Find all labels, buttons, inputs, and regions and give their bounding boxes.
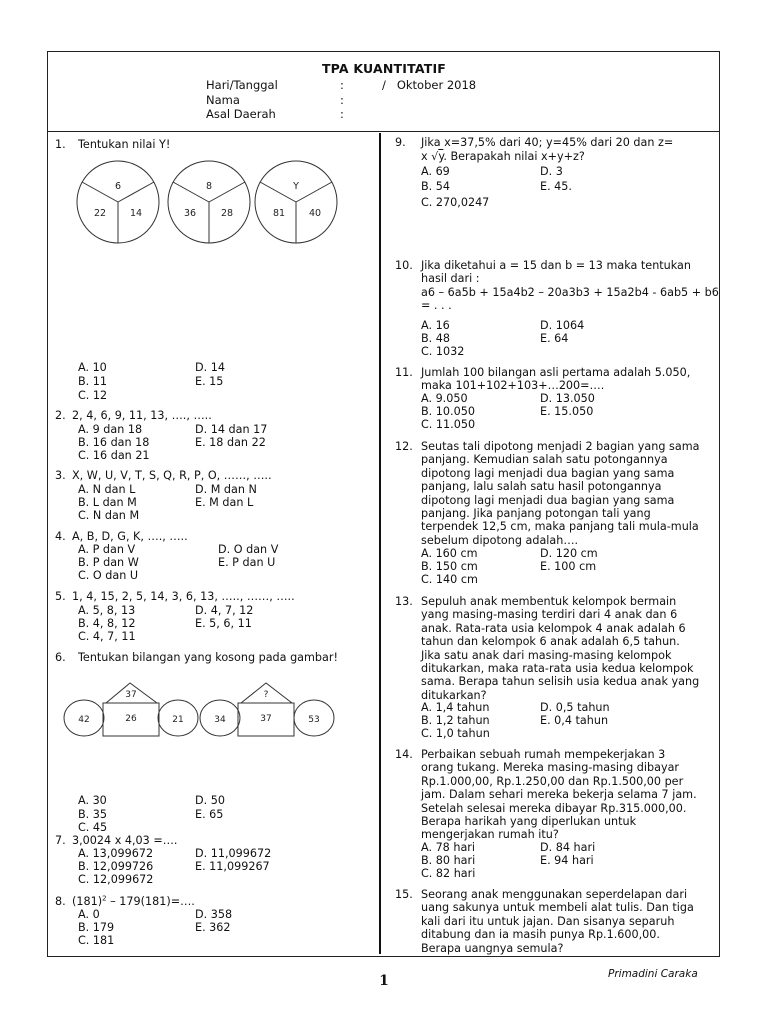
header-sep: :: [340, 107, 344, 121]
question-text: Jika x=37,5% dari 40; y=45% dari 20 dan z=: [421, 136, 674, 149]
question-number: 2.: [55, 409, 66, 422]
question-line: mengerjakan rumah itu?: [421, 828, 559, 842]
question-number: 14.: [395, 748, 413, 761]
question-text: maka 101+102+103+…200=….: [421, 379, 605, 392]
option: E. 11,099267: [195, 860, 270, 873]
question-body: [421, 440, 715, 547]
header-label-name: Nama: [206, 93, 240, 107]
circle-value: 81: [272, 208, 286, 219]
option: C. 140 cm: [421, 573, 478, 586]
question-text: Jika diketahui a = 15 dan b = 13 maka tentukan: [421, 259, 691, 272]
question-line: jam. Dalam sehari mereka bekerja selama 7 jam.: [421, 788, 697, 802]
question-text: [72, 895, 195, 908]
fig-value: ?: [263, 690, 269, 700]
option: A. 1,4 tahun: [421, 701, 490, 714]
question-line: kali dari itu untuk jajan. Dan sisanya separuh: [421, 914, 675, 928]
question-number: 3.: [55, 469, 66, 482]
option: C. 45: [78, 821, 108, 834]
circle-value: 6: [114, 181, 122, 192]
question-line: uang sakunya untuk membeli alat tulis. Dan tiga: [421, 901, 694, 915]
option: D. O dan V: [218, 543, 279, 556]
option: B. 179: [78, 921, 115, 934]
question-line: Berapa uangnya semula?: [421, 941, 564, 955]
option: B. 35: [78, 808, 108, 821]
option: E. 5, 6, 11: [195, 617, 252, 630]
question-line: tahun dan kelompok 6 anak adalah 6,5 tahun.: [421, 635, 680, 649]
option: B. 54: [421, 180, 451, 193]
expr-rest: – 179(181)=….: [106, 895, 195, 908]
option: C. 270,0247: [421, 196, 490, 209]
option: C. O dan U: [78, 569, 139, 582]
circle-value: 22: [93, 208, 107, 219]
option: D. 50: [195, 794, 225, 807]
fig-value: 21: [172, 715, 184, 725]
option: E. 362: [195, 921, 231, 934]
question-number: 7.: [55, 834, 66, 847]
option: D. 1064: [540, 319, 585, 332]
option: C. 1032: [421, 345, 465, 358]
option: A. 5, 8, 13: [78, 604, 136, 617]
option: C. 1,0 tahun: [421, 727, 490, 740]
fig-value: 37: [125, 690, 137, 700]
option: A. 0: [78, 908, 100, 921]
option: C. 82 hari: [421, 867, 476, 880]
question-line: Rp.1.000,00, Rp.1.250,00 dan Rp.1.500,00 per: [421, 774, 684, 788]
option: E. 64: [540, 332, 569, 345]
option: C. 4, 7, 11: [78, 630, 136, 643]
question-line: Jika satu anak dari masing-masing kelompok: [421, 648, 672, 662]
question-text: Tentukan nilai Y!: [78, 138, 171, 151]
question-line: ditabung dan ia masih punya Rp.1.600,00.: [421, 928, 660, 942]
question-number: 6.: [55, 651, 66, 664]
fig-value: 26: [125, 714, 137, 724]
option: A. N dan L: [78, 483, 136, 496]
option: D. 13.050: [540, 392, 595, 405]
question-line: Seutas tali dipotong menjadi 2 bagian yang sama: [421, 440, 700, 453]
option: E. 65: [195, 808, 224, 821]
question-number: 9.: [395, 136, 406, 149]
house-shapes-figure: [62, 680, 342, 740]
option: B. L dan M: [78, 496, 137, 509]
question-text: 3,0024 x 4,03 =….: [72, 834, 178, 847]
question-number: 4.: [55, 530, 66, 543]
fig-value: 37: [260, 714, 272, 724]
circle-value: 8: [205, 181, 213, 192]
question-text: X, W, U, V, T, S, Q, R, P, O, ……, …..: [72, 469, 272, 482]
option: A. 13,099672: [78, 847, 154, 860]
option: D. 11,099672: [195, 847, 272, 860]
question-text: 2, 4, 6, 9, 11, 13, …., …..: [72, 409, 212, 422]
question-line: ditukarkan?: [421, 688, 487, 702]
question-number: 11.: [395, 366, 413, 379]
question-line: Berapa harikah yang diperlukan untuk: [421, 815, 637, 829]
option: E. 18 dan 22: [195, 436, 266, 449]
option: A. 78 hari: [421, 841, 476, 854]
question-line: Setelah selesai mereka dibayar Rp.315.000,00.: [421, 801, 687, 815]
option: E. 45.: [540, 180, 572, 193]
option: A. 9 dan 18: [78, 423, 143, 436]
question-text: hasil dari :: [421, 272, 480, 285]
circle-value: Y: [293, 181, 299, 192]
question-line: panjang. Jika panjang potongan tali yang: [421, 507, 651, 521]
fig-value: 53: [308, 715, 320, 725]
question-line: terpendek 12,5 cm, maka panjang tali mula-mula: [421, 520, 699, 534]
option: A. P dan V: [78, 543, 136, 556]
question-number: 12.: [395, 440, 413, 453]
option: B. 11: [78, 375, 108, 388]
page-number: 1: [379, 973, 389, 989]
question-body: [421, 748, 715, 842]
option: D. 14 dan 17: [195, 423, 268, 436]
option: A. 9.050: [421, 392, 468, 405]
option: D. M dan N: [195, 483, 257, 496]
option: D. 120 cm: [540, 547, 598, 560]
question-number: 13.: [395, 595, 413, 608]
question-line: panjang, lalu salah satu hasil potongannya: [421, 480, 662, 494]
option: C. 11.050: [421, 418, 476, 431]
question-text: = . . .: [421, 299, 452, 312]
option: B. P dan W: [78, 556, 139, 569]
option: B. 4, 8, 12: [78, 617, 136, 630]
question-line: Sepuluh anak membentuk kelompok bermain: [421, 595, 677, 608]
question-text: Jumlah 100 bilangan asli pertama adalah 5.050,: [421, 366, 691, 379]
question-line: Seorang anak menggunakan seperdelapan dari: [421, 888, 688, 901]
option: E. P dan U: [218, 556, 276, 569]
question-number: 15.: [395, 888, 413, 901]
question-line: orang tukang. Mereka masing-masing dibayar: [421, 761, 680, 775]
question-line: dipotong lagi menjadi dua bagian yang sama: [421, 466, 675, 480]
question-text: x √y. Berapakah nilai x+y+z?: [421, 150, 585, 163]
question-text: Tentukan bilangan yang kosong pada gambar!: [78, 651, 338, 664]
header-value-date: / Oktober 2018: [382, 78, 477, 92]
question-line: dipotong lagi menjadi dua bagian yang sama: [421, 493, 675, 507]
option: D. 3: [540, 165, 563, 178]
question-text: 1, 4, 15, 2, 5, 14, 3, 6, 13, ….., ……, …..: [72, 590, 295, 603]
question-line: panjang. Kemudian salah satu potongannya: [421, 453, 668, 467]
header-label-region: Asal Daerah: [206, 107, 276, 121]
author-signature: Primadini Caraka: [608, 968, 698, 980]
question-number: 1.: [55, 138, 66, 151]
fig-value: 42: [78, 715, 90, 725]
option: E. M dan L: [195, 496, 254, 509]
question-line: sebelum dipotong adalah….: [421, 533, 579, 547]
option: E. 15.050: [540, 405, 594, 418]
option: B. 80 hari: [421, 854, 476, 867]
option: B. 12,099726: [78, 860, 154, 873]
circle-value: 14: [129, 208, 143, 219]
question-text: A, B, D, G, K, …., …..: [72, 530, 188, 543]
option: A. 30: [78, 794, 107, 807]
question-line: yang masing-masing terdiri dari 4 anak dan 6: [421, 608, 678, 622]
header-sep: :: [340, 78, 344, 92]
option: C. 12,099672: [78, 873, 154, 886]
option: D. 4, 7, 12: [195, 604, 254, 617]
expr-base: (181): [72, 895, 103, 908]
question-line: anak. Rata-rata usia kelompok 4 anak adalah 6: [421, 621, 686, 635]
question-body: [421, 595, 715, 702]
option: B. 48: [421, 332, 451, 345]
fig-value: 34: [214, 715, 226, 725]
circle-value: 28: [220, 208, 234, 219]
question-number: 10.: [395, 259, 413, 272]
column-divider: [379, 133, 381, 954]
question-body: [421, 888, 715, 955]
pie-circles-figure: [70, 158, 360, 248]
sqrt-arg: y: [438, 150, 444, 163]
var-x: x: [421, 150, 428, 163]
option: B. 16 dan 18: [78, 436, 150, 449]
page-title: TPA KUANTITATIF: [321, 61, 447, 76]
option: A. 69: [421, 165, 450, 178]
option: E. 15: [195, 375, 224, 388]
question-expression: a6 – 6a5b + 15a4b2 – 20a3b3 + 15a2b4 - 6ab5 + b6: [421, 286, 719, 299]
question-number: 5.: [55, 590, 66, 603]
option: D. 0,5 tahun: [540, 701, 610, 714]
question-line: ditukarkan, maka rata-rata usia kedua kelompok: [421, 662, 694, 676]
header-label-date: Hari/Tanggal: [206, 78, 278, 92]
question-number: 8.: [55, 895, 66, 908]
option: E. 100 cm: [540, 560, 597, 573]
question-line: Perbaikan sebuah rumah mempekerjakan 3: [421, 748, 666, 761]
option: B. 10.050: [421, 405, 475, 418]
option: C. 16 dan 21: [78, 449, 150, 462]
option: C. N dan M: [78, 509, 140, 522]
option: D. 84 hari: [540, 841, 596, 854]
question-line: sama. Berapa tahun selisih usia kedua anak yang: [421, 675, 700, 689]
option: B. 150 cm: [421, 560, 478, 573]
circle-value: 40: [308, 208, 322, 219]
option: C. 181: [78, 934, 115, 947]
option: D. 14: [195, 361, 225, 374]
option: E. 94 hari: [540, 854, 594, 867]
expr-exponent: 2: [102, 894, 107, 903]
circle-value: 36: [183, 208, 197, 219]
option: A. 160 cm: [421, 547, 478, 560]
question-text-rest: . Berapakah nilai x+y+z?: [443, 150, 585, 163]
header-sep: :: [340, 93, 344, 107]
header-divider: [48, 131, 719, 132]
option: A. 16: [421, 319, 450, 332]
option: A. 10: [78, 361, 107, 374]
option: D. 358: [195, 908, 233, 921]
option: E. 0,4 tahun: [540, 714, 609, 727]
option: C. 12: [78, 389, 108, 402]
option: B. 1,2 tahun: [421, 714, 490, 727]
